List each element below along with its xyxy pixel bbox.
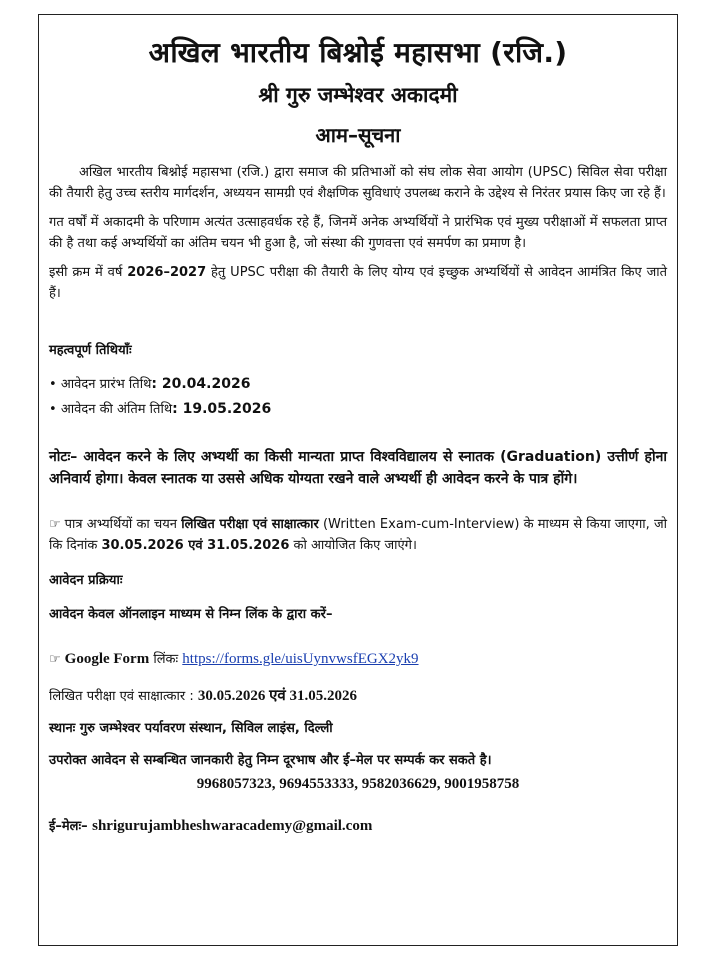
important-dates-list <box>49 372 667 422</box>
intro-paragraph-2: गत वर्षों में अकादमी के परिणाम अत्यंत उत्साहवर्धक रहे हैं, जिनमें अनेक अभ्यर्थियों ने प्रारंभिक एवं मुख्य परीक्षाओं में सफलता प्राप्त की है तथा कई अभ्यर्थियों का अंतिम चयन भी हुआ है, जो संस्था की गुणवत्ता एवं समर्पण का प्रमाण है। <box>49 215 667 251</box>
online-application-text: आवेदन केवल ऑनलाइन माध्यम से निम्न लिंक के द्वारा करें– <box>49 607 333 622</box>
eligibility-note: नोटः– आवेदन करने के लिए अभ्यर्थी का किसी मान्यता प्राप्त विश्वविद्यालय से स्नातक (Graduation) उत्तीर्ण होना अनिवार्य होगा। केवल स्नातक या उससे अधिक योग्यता रखने वाले अभ्यर्थी ही आवेदन करने के पात्र होंगे। <box>49 449 667 487</box>
date-item-start: • आवेदन प्रारंभ तिथि: 20.04.2026 <box>49 372 667 397</box>
notice-heading: आम–सूचना <box>315 123 401 147</box>
session-year: 2026–2027 <box>127 265 207 280</box>
pointing-hand-icon: ☞ <box>49 517 61 532</box>
contact-text: उपरोक्त आवेदन से सम्बन्धित जानकारी हेतु निम्न दूरभाष और ई–मेल पर सम्पर्क कर सकते है। <box>49 753 492 768</box>
intro-paragraph-3: इसी क्रम में वर्ष 2026–2027 हेतु UPSC परीक्षा की तैयारी के लिए योग्य एवं इच्छुक अभ्यर्थियों से आवेदन आमंत्रित किए जाते हैं। <box>49 265 668 301</box>
date-item-end: • आवेदन की अंतिम तिथि: 19.05.2026 <box>49 397 667 422</box>
exam-date-row: लिखित परीक्षा एवं साक्षात्कार : 30.05.2026 एवं 31.05.2026 <box>49 688 357 704</box>
academy-name: श्री गुरु जम्भेश्वर अकादमी <box>258 83 458 107</box>
venue-row: स्थानः गुरु जम्भेश्वर पर्यावरण संस्थान, सिविल लाइंस, दिल्ली <box>49 721 333 736</box>
email-row: ई–मेलः– shrigurujambheshwaracademy@gmail.com <box>49 818 373 834</box>
organization-title: अखिल भारतीय बिश्नोई महासभा (रजि.) <box>148 36 568 69</box>
google-form-row: ☞ Google Form लिंकः https://forms.gle/uisUynvwsfEGX2yk9 <box>49 651 419 667</box>
google-form-label: Google Form <box>64 651 150 667</box>
intro-paragraph-1: अखिल भारतीय बिश्नोई महासभा (रजि.) द्वारा समाज की प्रतिभाओं को संघ लोक सेवा आयोग (UPSC) सिविल सेवा परीक्षा की तैयारी हेतु उच्च स्तरीय मार्गदर्शन, अध्ययन सामग्री एवं शैक्षणिक सुविधाएं उपलब्ध कराने के उद्देश्य से निरंतर प्रयास किए जा रहे हैं। <box>49 165 667 201</box>
important-dates-heading: महत्वपूर्ण तिथियाँः <box>49 343 132 358</box>
application-process-heading: आवेदन प्रक्रियाः <box>49 573 123 588</box>
pointing-hand-icon: ☞ <box>49 652 61 667</box>
notice-document <box>38 14 678 946</box>
phone-numbers: 9968057323, 9694553333, 9582036629, 9001958758 <box>196 776 520 792</box>
email-address[interactable]: shrigurujambheshwaracademy@gmail.com <box>92 818 373 834</box>
selection-paragraph: ☞ पात्र अभ्यर्थियों का चयन लिखित परीक्षा एवं साक्षात्कार (Written Exam-cum-Interview) के माध्यम से किया जाएगा, जो कि दिनांक 30.05.2026 एवं 31.05.2026 को आयोजित किए जाएंगे। <box>49 517 667 553</box>
google-form-link[interactable]: https://forms.gle/uisUynvwsfEGX2yk9 <box>182 651 419 667</box>
